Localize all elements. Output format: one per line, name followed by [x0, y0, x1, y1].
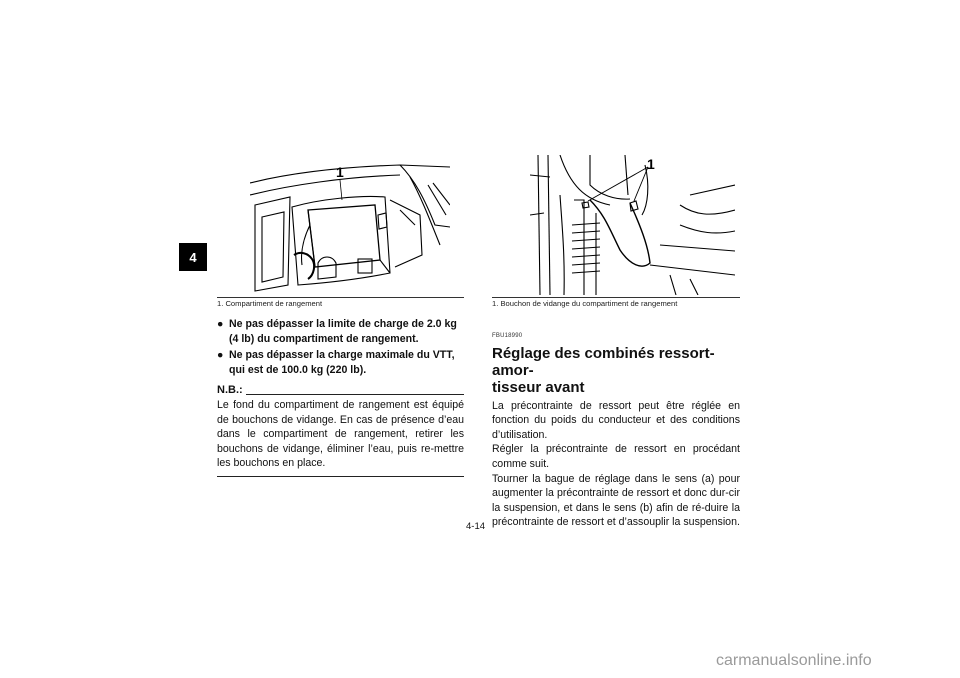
- warning-bullet-2: [217, 348, 464, 377]
- chapter-tab: 4: [179, 243, 207, 271]
- section-code: FBU18990: [492, 333, 523, 339]
- section-title-line-2: tisseur avant: [492, 378, 585, 396]
- warning-bullet-1: [217, 317, 464, 346]
- page-number: 4-14: [466, 521, 486, 532]
- section-title-line-1: Réglage des combinés ressort-amor-: [492, 344, 715, 379]
- right-figure-caption: 1. Bouchon de vidange du compartiment de rangement: [492, 299, 678, 308]
- section-paragraph-2: Régler la précontrainte de ressort en procédant comme suit.: [492, 443, 740, 470]
- bullet-icon: ●: [217, 318, 224, 330]
- note-end-rule: [217, 476, 464, 477]
- suspension-drain-plug-illustration: [530, 155, 735, 295]
- note-header: [217, 383, 464, 398]
- note-label: N.B.:: [217, 384, 243, 397]
- warning-text-2: Ne pas dépasser la charge maximale du VTT, qui est de 100.0 kg (220 lb).: [229, 349, 455, 376]
- section-title: [492, 345, 740, 396]
- figure-drain-plug: [530, 155, 735, 295]
- bullet-icon: ●: [217, 349, 224, 362]
- left-figure-callout: 1: [336, 164, 344, 180]
- left-caption-rule: [217, 297, 464, 298]
- watermark: carmanualsonline.info: [716, 652, 872, 669]
- note-rule: [246, 394, 464, 395]
- note-text: Le fond du compartiment de rangement est équipé de bouchons de vidange. En cas de présence d’eau dans le compartiment de rangement, retirer les bouchons de vidange, éliminer l’eau, puis re-mettre les bouchons en place.: [217, 398, 464, 470]
- right-caption-rule: [492, 297, 740, 298]
- figure-storage-compartment: [250, 155, 450, 293]
- left-figure-caption: 1. Compartiment de rangement: [217, 299, 323, 308]
- storage-compartment-illustration: [250, 155, 450, 293]
- section-paragraph-3: Tourner la bague de réglage dans le sens (a) pour augmenter la précontrainte de ressort et donc dur-cir la suspension, et dans le sens (b) afin de ré-duire la précontrainte de ressort et d’assouplir la suspension.: [492, 472, 740, 529]
- section-paragraph-1: La précontrainte de ressort peut être réglée en fonction du poids du conducteur et des conditions d’utilisation.: [492, 399, 740, 441]
- right-column: [492, 329, 740, 530]
- left-column: [217, 317, 464, 477]
- warning-text-1: Ne pas dépasser la limite de charge de 2.0 kg (4 lb) du compartiment de rangement.: [229, 318, 457, 345]
- right-figure-callout: 1: [647, 156, 655, 172]
